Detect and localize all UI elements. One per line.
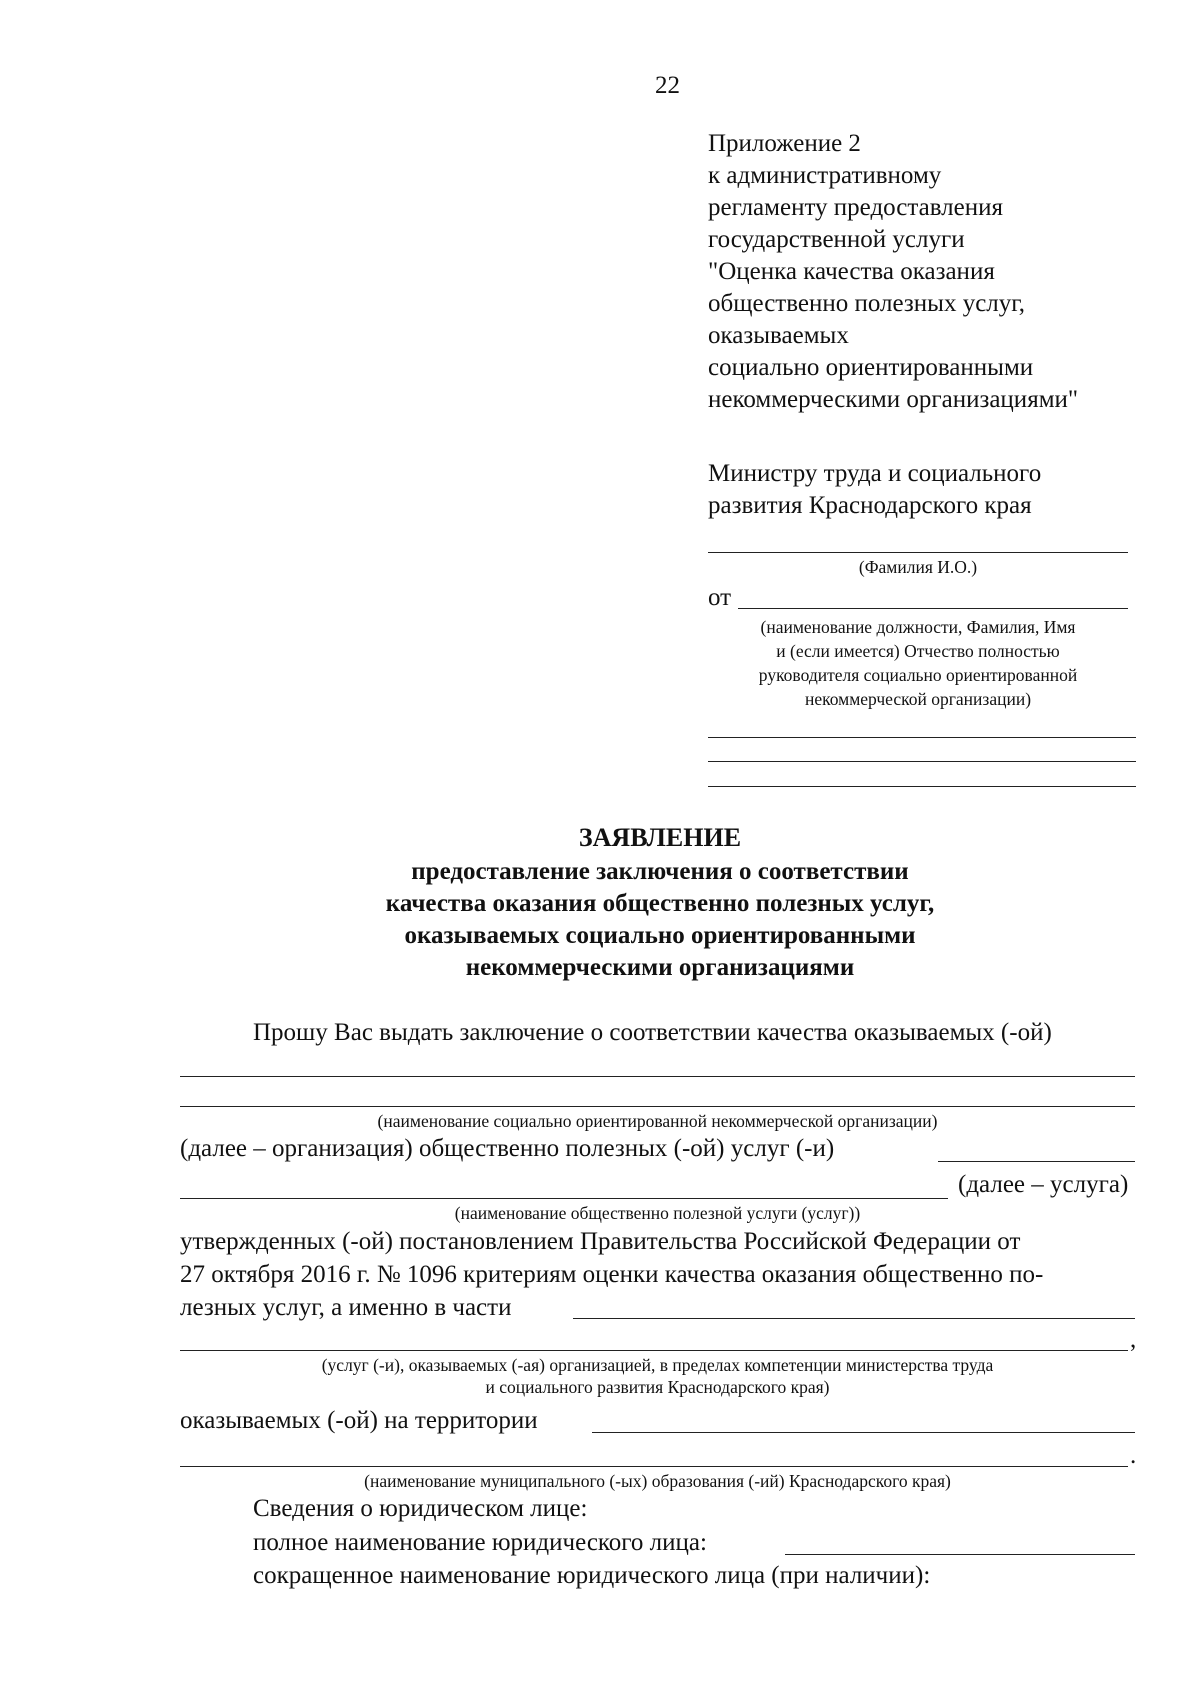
request-text: Прошу Вас выдать заключение о соответствии качества оказываемых (-ой) <box>253 1019 1052 1046</box>
legal-entity-heading: Сведения о юридическом лице: <box>253 1495 588 1522</box>
part-line[interactable] <box>573 1318 1135 1319</box>
appendix-block <box>708 128 1078 416</box>
full-name-field[interactable] <box>785 1554 1135 1555</box>
blank-line[interactable] <box>708 786 1136 787</box>
period: . <box>1130 1442 1137 1469</box>
appendix-line: Приложение 2 <box>708 130 861 157</box>
from-underline[interactable] <box>738 608 1128 609</box>
services-caption <box>180 1354 1135 1398</box>
from-label: от <box>708 584 732 611</box>
appendix-line: государственной услуги <box>708 226 965 253</box>
appendix-line: регламенту предоставления <box>708 194 1004 221</box>
appendix-line: общественно полезных услуг, <box>708 290 1025 317</box>
blank-line[interactable] <box>708 761 1136 762</box>
service-caption: (наименование общественно полезной услуги (услуг)) <box>454 1203 861 1223</box>
subtitle-line: некоммерческими организациями <box>465 954 855 981</box>
territory-line[interactable] <box>180 1466 1128 1467</box>
appendix-line: оказываемых <box>708 322 849 349</box>
from-caption-line: руководителя социально ориентированной <box>758 665 1078 685</box>
full-name-label: полное наименование юридического лица: <box>253 1529 707 1556</box>
from-caption-line: некоммерческой организации) <box>804 689 1032 709</box>
service-line[interactable] <box>180 1198 948 1199</box>
from-caption-line: (наименование должности, Фамилия, Имя <box>760 617 1076 637</box>
approved-text-1: утвержденных (-ой) постановлением Правительства Российской Федерации от <box>180 1228 1021 1255</box>
comma: , <box>1130 1326 1137 1353</box>
subtitle-line: предоставление заключения о соответствии <box>411 858 909 885</box>
approved-text-3: лезных услуг, а именно в части <box>180 1294 512 1321</box>
fio-underline[interactable] <box>708 552 1128 553</box>
appendix-line: социально ориентированными <box>708 354 1034 381</box>
blank-line[interactable] <box>708 737 1136 738</box>
appendix-line: к административному <box>708 162 942 189</box>
appendix-line: некоммерческими организациями" <box>708 386 1079 413</box>
subtitle-line: оказываемых социально ориентированными <box>404 922 916 949</box>
service-line[interactable] <box>938 1161 1135 1162</box>
org-name-line[interactable] <box>180 1076 1135 1077</box>
service-suffix: (далее – услуга) <box>958 1171 1129 1198</box>
territory-text: оказываемых (-ой) на территории <box>180 1407 538 1434</box>
addressee-line: развития Краснодарского края <box>708 492 1032 519</box>
org-caption: (наименование социально ориентированной некоммерческой организации) <box>377 1111 938 1131</box>
document-subtitle <box>180 856 1140 984</box>
org-name-line[interactable] <box>180 1106 1135 1107</box>
page-number: 22 <box>655 72 680 99</box>
approved-text-2: 27 октября 2016 г. № 1096 критериям оценки качества оказания общественно по- <box>180 1261 1044 1288</box>
from-caption <box>708 615 1128 711</box>
from-caption-line: и (если имеется) Отчество полностью <box>776 641 1060 661</box>
addressee-block <box>708 458 1041 522</box>
territory-line[interactable] <box>592 1432 1135 1433</box>
services-caption-line: (услуг (-и), оказываемых (-ая) организацией, в пределах компетенции министерства труда <box>321 1355 994 1375</box>
addressee-line: Министру труда и социального <box>708 460 1042 487</box>
subtitle-line: качества оказания общественно полезных услуг, <box>385 890 935 917</box>
short-name-label: сокращенное наименование юридического лица (при наличии): <box>253 1562 931 1589</box>
org-line-text: (далее – организация) общественно полезных (-ой) услуг (-и) <box>180 1135 835 1162</box>
appendix-line: "Оценка качества оказания <box>708 258 995 285</box>
part-line[interactable] <box>180 1350 1128 1351</box>
territory-caption: (наименование муниципального (-ых) образования (-ий) Краснодарского края) <box>364 1471 951 1491</box>
document-title: ЗАЯВЛЕНИЕ <box>578 823 742 852</box>
fio-caption: (Фамилия И.О.) <box>858 557 978 577</box>
services-caption-line: и социального развития Краснодарского края) <box>485 1377 830 1397</box>
